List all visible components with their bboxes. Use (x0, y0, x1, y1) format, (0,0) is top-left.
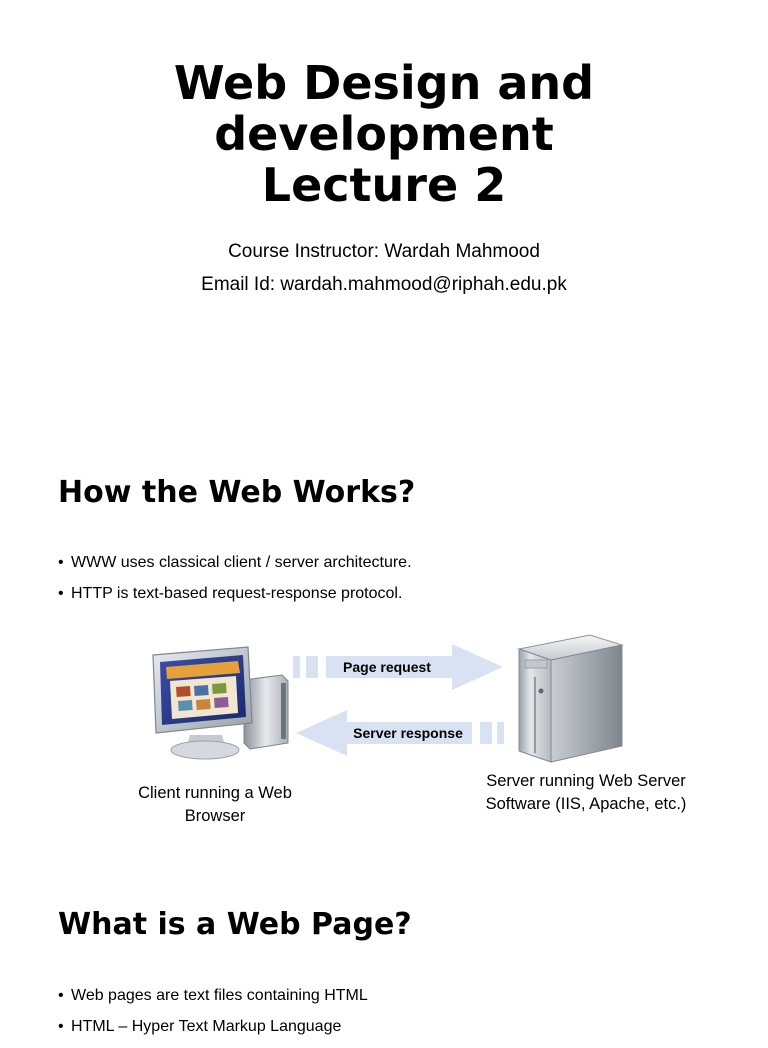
instructor-email: Email Id: wardah.mahmood@riphah.edu.pk (201, 274, 567, 295)
server-icon (519, 635, 622, 762)
bullet-text: Web pages are text files containing HTML (71, 987, 368, 1004)
list-item (58, 986, 368, 1017)
server-caption-line-1: Server running Web Server (486, 772, 686, 790)
bullet-text: WWW uses classical client / server architecture. (71, 554, 412, 571)
heading-what-is-web-page: What is a Web Page? (58, 907, 412, 942)
lecture-title (0, 58, 768, 211)
client-caption (115, 782, 315, 828)
client-server-diagram (0, 625, 768, 845)
title-line-1: Web Design and (173, 56, 595, 110)
list-item (58, 553, 412, 584)
server-caption (470, 770, 702, 816)
page-request-label: Page request (343, 659, 431, 675)
heading-how-web-works: How the Web Works? (58, 475, 416, 510)
server-response-label: Server response (353, 725, 463, 741)
client-computer-icon (153, 647, 288, 759)
list-item (58, 584, 412, 615)
server-response-arrow (296, 710, 504, 756)
bullet-text: HTTP is text-based request-response protocol. (71, 585, 403, 602)
bullet-icon: • (58, 585, 64, 602)
bullet-icon: • (58, 1018, 64, 1035)
bullet-list-web-page (58, 986, 368, 1048)
bullet-icon: • (58, 987, 64, 1004)
client-caption-line-1: Client running a Web (138, 784, 292, 802)
bullet-icon: • (58, 554, 64, 571)
title-line-3: Lecture 2 (261, 158, 507, 212)
page-request-arrow (293, 644, 503, 690)
bullet-list-web-works (58, 553, 412, 615)
server-caption-line-2: Software (IIS, Apache, etc.) (485, 795, 687, 813)
bullet-text: HTML – Hyper Text Markup Language (71, 1018, 342, 1035)
client-caption-line-2: Browser (184, 807, 246, 825)
list-item (58, 1017, 368, 1048)
title-line-2: development (214, 107, 554, 161)
course-instructor: Course Instructor: Wardah Mahmood (228, 241, 540, 262)
